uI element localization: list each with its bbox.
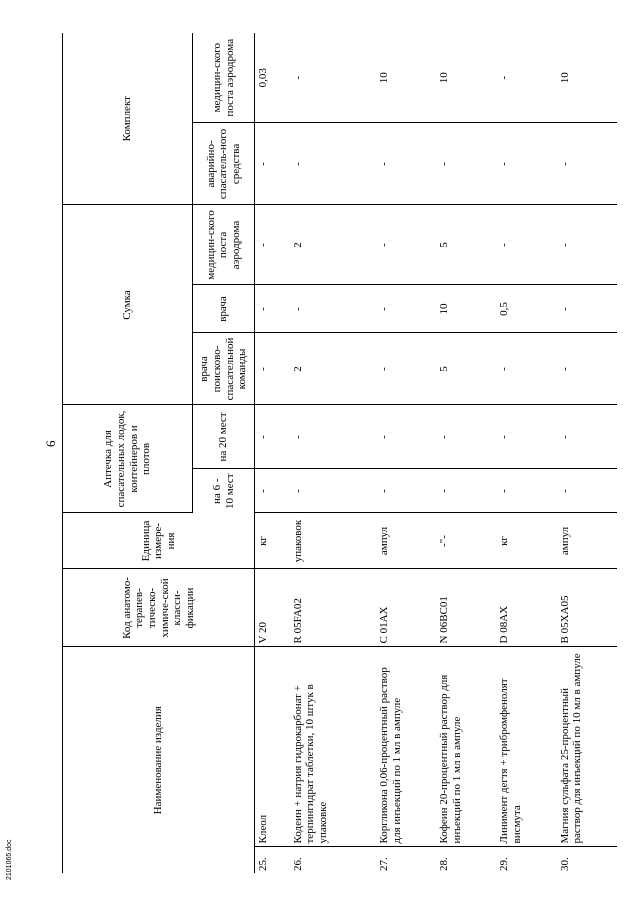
cell-unit: -"- [436, 513, 496, 569]
cell-name: Кофеин 20-процентный раствор для инъекций по 1 мл в ампуле [436, 647, 496, 847]
table-row [376, 33, 436, 873]
cell-doctor: - [255, 285, 290, 333]
cell-name: Линимент дегтя + трибромфенолят висмута [496, 647, 556, 847]
cell-k610: - [557, 469, 617, 513]
cell-medpost: - [255, 205, 290, 285]
cell-k610: - [496, 469, 556, 513]
cell-setmed: 0,03 [255, 33, 290, 123]
cell-medpost: - [496, 205, 556, 285]
cell-k20: - [496, 405, 556, 469]
header-kit-6-10: на 6 - 10 мест [193, 469, 255, 513]
table-row [557, 33, 617, 873]
cell-rescue: - [496, 123, 556, 205]
cell-search: - [376, 333, 436, 405]
cell-unit: ампул [557, 513, 617, 569]
cell-unit: упаковок [290, 513, 376, 569]
header-bag-group: Сумка [63, 205, 193, 405]
cell-doctor: 10 [436, 285, 496, 333]
cell-code: B 05XA05 [557, 569, 617, 647]
cell-num: 27. [378, 857, 391, 871]
cell-setmed: 10 [436, 33, 496, 123]
cell-doctor: 0,5 [496, 285, 556, 333]
cell-num: 29. [498, 857, 511, 871]
cell-name: Клеол [255, 647, 290, 847]
cell-k20: - [290, 405, 376, 469]
header-bag-search: врача поисково-спасательной команды [193, 333, 255, 405]
cell-k20: - [376, 405, 436, 469]
cell-rescue: - [255, 123, 290, 205]
cell-name: Коргликона 0,06-процентный раствор для инъекций по 1 мл в ампуле [376, 647, 436, 847]
cell-search: - [557, 333, 617, 405]
cell-search: 2 [290, 333, 376, 405]
cell-k20: - [436, 405, 496, 469]
table-row [496, 33, 556, 873]
cell-medpost: 5 [436, 205, 496, 285]
cell-k20: - [255, 405, 290, 469]
cell-code: R 05FA02 [290, 569, 376, 647]
table-row [255, 33, 290, 873]
header-set-medpost: медицин-ского поста аэродрома [193, 33, 255, 123]
cell-k610: - [255, 469, 290, 513]
header-set-group: Комплект [63, 33, 193, 205]
rotated-table-container [62, 33, 617, 873]
cell-doctor: - [557, 285, 617, 333]
cell-num: 30. [558, 857, 571, 871]
cell-medpost: - [557, 205, 617, 285]
cell-search: 5 [436, 333, 496, 405]
cell-medpost: - [376, 205, 436, 285]
header-kit-group: Аптечка для спасательных лодок, контейнеров и плотов [63, 405, 193, 513]
cell-rescue: - [436, 123, 496, 205]
cell-doctor: - [290, 285, 376, 333]
header-name: Наименование изделия [63, 647, 255, 873]
cell-setmed: 10 [557, 33, 617, 123]
cell-code: V 20 [255, 569, 290, 647]
cell-medpost: 2 [290, 205, 376, 285]
cell-k610: - [376, 469, 436, 513]
page-number: 6 [43, 440, 58, 447]
cell-num: 25. [257, 857, 269, 871]
cell-unit: ампул [376, 513, 436, 569]
cell-unit: кг [255, 513, 290, 569]
cell-rescue: - [290, 123, 376, 205]
cell-search: - [496, 333, 556, 405]
cell-name: Магния сульфата 25-процентный раствор для инъекций по 10 мл в ампуле [557, 647, 617, 847]
cell-code: N 06BC01 [436, 569, 496, 647]
cell-k610: - [436, 469, 496, 513]
header-bag-doctor: врача [193, 285, 255, 333]
cell-setmed: - [290, 33, 376, 123]
cell-num: 28. [438, 857, 451, 871]
cell-code: C 01AX [376, 569, 436, 647]
cell-search: - [255, 333, 290, 405]
cell-setmed: 10 [376, 33, 436, 123]
header-unit: Единица измере-ния [63, 513, 255, 569]
footer-filename: 2101065.doc [6, 839, 13, 880]
cell-rescue: - [557, 123, 617, 205]
cell-rescue: - [376, 123, 436, 205]
cell-k20: - [557, 405, 617, 469]
cell-k610: - [290, 469, 376, 513]
cell-doctor: - [376, 285, 436, 333]
table-row [436, 33, 496, 873]
table-row [290, 33, 376, 873]
cell-name: Кодеин + натрия гидрокарбонат + терпингидрат таблетки, 10 штук в упаковке [290, 647, 376, 847]
header-set-rescue: аварийно-спасатель-ного средства [193, 123, 255, 205]
cell-num: 26. [291, 857, 304, 871]
cell-setmed: - [496, 33, 556, 123]
header-bag-medpost: медицин-ского поста аэродрома [193, 205, 255, 285]
header-kit-20: на 20 мест [193, 405, 255, 469]
supplies-table [62, 33, 617, 873]
cell-code: D 08AX [496, 569, 556, 647]
cell-unit: кг [496, 513, 556, 569]
header-code: Код анатомо-терапев-тическо-химиче-ской класси-фикации [63, 569, 255, 647]
